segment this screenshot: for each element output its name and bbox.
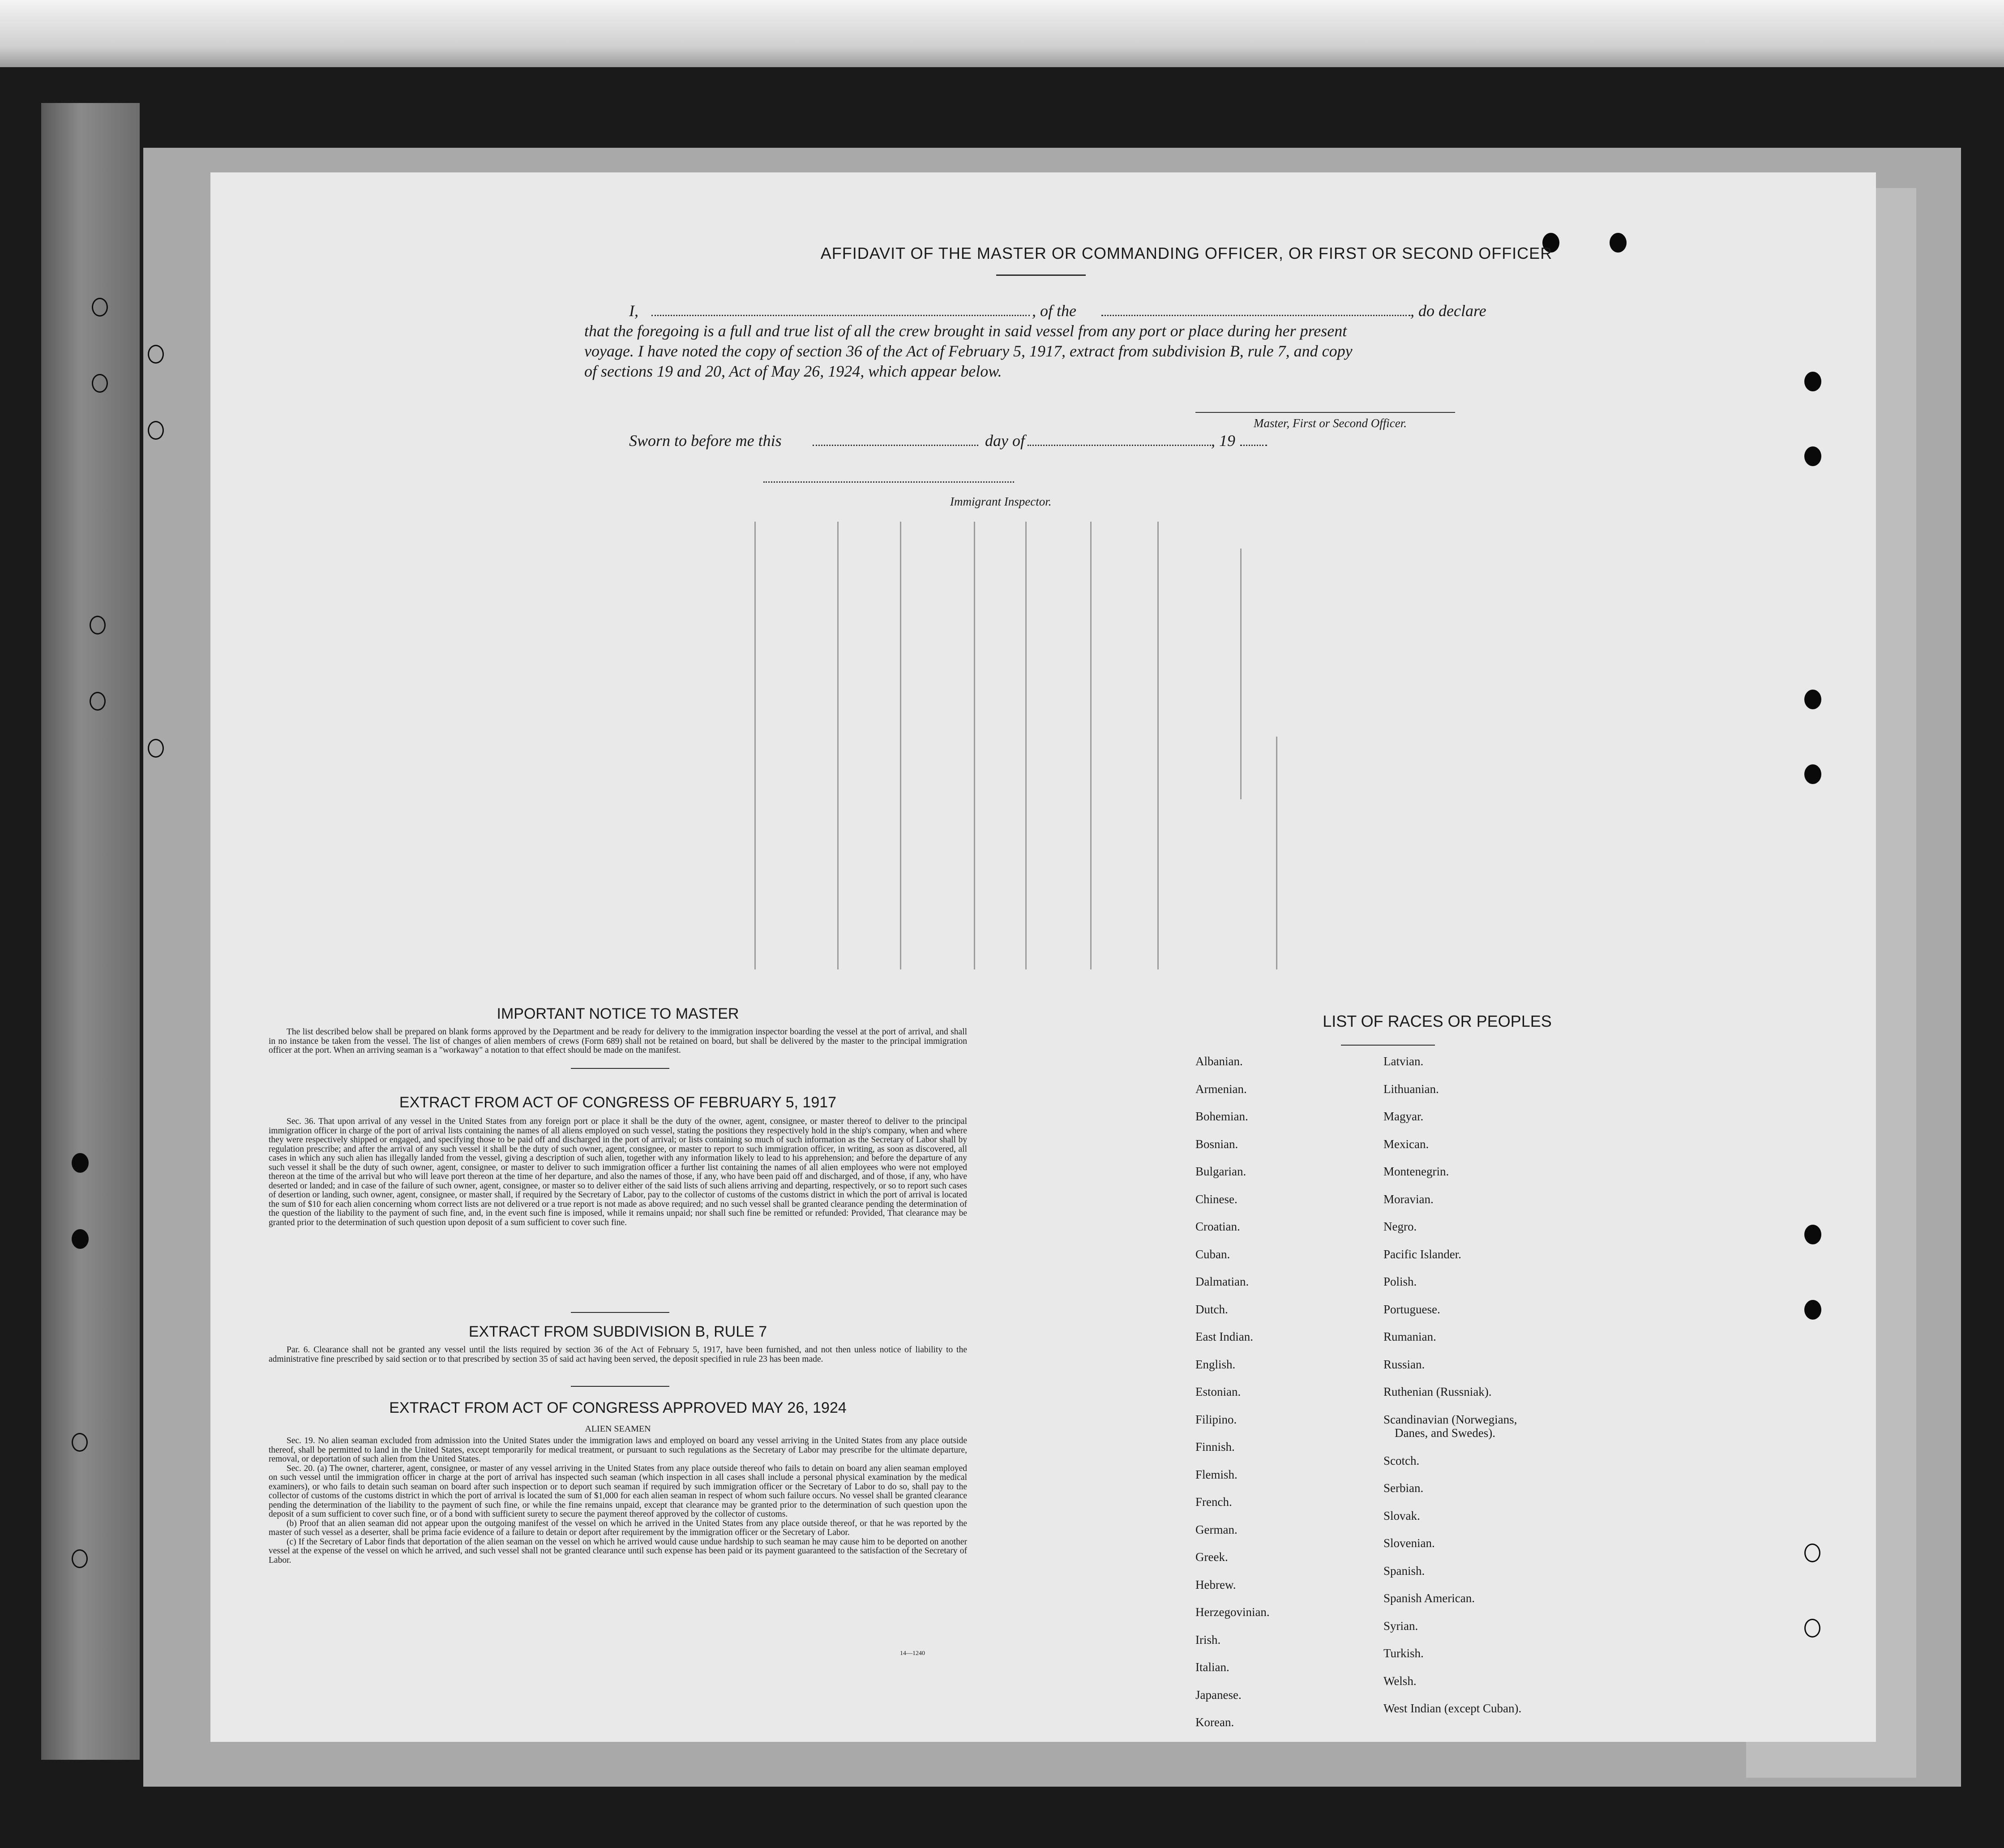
race-item: Greek. bbox=[1195, 1550, 1228, 1564]
race-item: Montenegrin. bbox=[1383, 1165, 1449, 1178]
inspector-label: Immigrant Inspector. bbox=[950, 495, 1052, 508]
extract-1924-title: EXTRACT FROM ACT OF CONGRESS APPROVED MAY 26, 1924 bbox=[389, 1399, 847, 1416]
punch-hole bbox=[1804, 690, 1821, 709]
punch-hole bbox=[1804, 1300, 1821, 1320]
sec-20c-paragraph: (c) If the Secretary of Labor finds that deportation of the alien seaman on the vessel on which he arrived would cause undue hardship to such seaman he may cause him to be deported on another vessel at the expense of the vessel on which he arrived, and such vessel shall not be granted clearance until such expense has been paid or its payment guaranteed to the satisfaction of the Secretary of Labor. bbox=[269, 1537, 967, 1565]
race-item: Pacific Islander. bbox=[1383, 1247, 1461, 1261]
race-item: Latvian. bbox=[1383, 1055, 1424, 1068]
notice-paragraph: The list described below shall be prepared on blank forms approved by the Department and be ready for delivery to the immigration inspector boarding the vessel at the port of arrival, and shall in no instance be taken from the vessel. The list of changes of alien members of crews (Form 689) shall not be retained on board, but shall be delivered by the master to the principal immigration officer at the port. When an arriving seaman is a "workaway" a notation to that effect should be made on the manifest. bbox=[269, 1027, 967, 1055]
ghost-column-line bbox=[900, 522, 901, 969]
race-item: French. bbox=[1195, 1495, 1232, 1509]
sec-20a-paragraph: Sec. 20. (a) The owner, charterer, agent, consignee, or master of any vessel arriving in the United States from any place outside thereof who fails to detain on board any alien seaman employed on such vessel until the immigration officer in charge at the port of arrival has inspected such seaman (which inspection in all cases shall include a personal physical examination by the medical examiners), or who fails to detain such seaman on board after such inspection or to deport such seaman if required by such immigration officer or the Secretary of Labor to do so, shall pay to the collector of customs of the customs district in which the port of arrival is located the sum of $1,000 for each alien seaman in respect of whom such failure occurs. No vessel shall be granted clearance pending the determination of the liability to the payment of such fine, or while the fine remains unpaid, except that clearance may be granted prior to the determination of such question upon the deposit of a sum sufficient to cover such fine, or of a bond with sufficient surety to secure the payment thereof approved by the collector of customs. bbox=[269, 1463, 967, 1519]
ghost-column-line bbox=[1090, 522, 1092, 969]
race-item: Portuguese. bbox=[1383, 1302, 1440, 1316]
race-item: Chinese. bbox=[1195, 1192, 1238, 1206]
race-item: Hebrew. bbox=[1195, 1578, 1236, 1591]
race-item: Korean. bbox=[1195, 1715, 1234, 1729]
master-signature-line[interactable] bbox=[1195, 412, 1455, 413]
race-item: Spanish American. bbox=[1383, 1591, 1475, 1605]
ghost-column-line bbox=[1157, 522, 1159, 969]
race-item: Dutch. bbox=[1195, 1302, 1228, 1316]
binder-hole bbox=[72, 1433, 88, 1452]
races-title: LIST OF RACES OR PEOPLES bbox=[1323, 1012, 1552, 1030]
race-item: German. bbox=[1195, 1522, 1238, 1536]
binder-hole bbox=[92, 298, 108, 317]
race-item: Slovenian. bbox=[1383, 1536, 1435, 1550]
race-item: East Indian. bbox=[1195, 1330, 1253, 1343]
extract-1917-paragraph: Sec. 36. That upon arrival of any vessel in the United States from any foreign port or place it shall be the duty of the owner, agent, consignee, or master thereof to deliver to the principal immigration officer in charge of the port of arrival lists containing the names of all aliens employed on such vessel, stating the positions they respectively hold in the ship's company, when and where they were respectively shipped or engaged, and specifying those to be paid off and discharged in the port of arrival; or lists containing so much of such information as the Secretary of Labor shall by regulation prescribe; and after the arrival of any such vessel it shall be the duty of such owner, agent, consignee, or master to report to such immigration officer, in writing, as soon as discovered, all cases in which any such alien has illegally landed from the vessel, giving a description of such alien, together with any information likely to lead to his apprehension; and before the departure of any such vessel it shall be the duty of such owner, agent, consignee, or master to deliver to such immigration officer a further list containing the names of all alien employees who were not employed thereon at the time of the arrival but who will leave port thereon at the time of her departure, and also the names of those, if any, who have been paid off and discharged, and of those, if any, who have deserted or landed; and in case of the failure of such owner, agent, consignee, or master so to deliver either of the said lists of such aliens arriving and departing, respectively, or so to report such cases of desertion or landing, such owner, agent, consignee, or master shall, if required by the Secretary of Labor, pay to the collector of customs of the customs district in which the port of arrival is located the sum of $10 for each alien concerning whom correct lists are not delivered or a true report is not made as above required; and no such vessel shall be granted clearance pending the determination of the question of the liability to the payment of such fine, and, in the event such fine is imposed, while it remains unpaid; nor shall such fine be remitted or refunded: Provided, That clearance may be granted prior to the determination of such question upon deposit of a sum sufficient to cover such fine. bbox=[269, 1117, 967, 1227]
affidavit-of-the: , of the bbox=[1032, 302, 1076, 320]
affidavit-line-4: of sections 19 and 20, Act of May 26, 1924, which appear below. bbox=[584, 362, 1002, 380]
race-item: Bohemian. bbox=[1195, 1110, 1248, 1123]
binder-hole bbox=[72, 1153, 89, 1173]
race-item: Cuban. bbox=[1195, 1247, 1230, 1261]
race-item: Bosnian. bbox=[1195, 1137, 1238, 1151]
race-item: Albanian. bbox=[1195, 1055, 1243, 1068]
race-item: Croatian. bbox=[1195, 1220, 1240, 1233]
form-number: 14—1240 bbox=[900, 1650, 925, 1657]
race-item: Lithuanian. bbox=[1383, 1082, 1439, 1096]
ghost-column-line bbox=[1240, 549, 1242, 799]
ghost-column-line bbox=[1025, 522, 1027, 969]
race-item: Syrian. bbox=[1383, 1619, 1418, 1633]
sworn-day-field[interactable] bbox=[813, 445, 978, 446]
race-item: Herzegovinian. bbox=[1195, 1605, 1270, 1619]
punch-hole bbox=[1804, 372, 1821, 391]
affidavit-line-3: voyage. I have noted the copy of section 36 of the Act of February 5, 1917, extract from subdivision B, rule 7, and copy bbox=[584, 342, 1353, 360]
race-item: Turkish. bbox=[1383, 1646, 1424, 1660]
punch-hole bbox=[1804, 1544, 1820, 1562]
section-rule bbox=[571, 1312, 669, 1313]
race-item: Filipino. bbox=[1195, 1412, 1237, 1426]
title-rule bbox=[996, 274, 1086, 276]
affidavit-i: I, bbox=[629, 302, 638, 320]
notice-text bbox=[269, 1028, 967, 1055]
extract-1924-text bbox=[269, 1436, 967, 1565]
extract-rule7-title: EXTRACT FROM SUBDIVISION B, RULE 7 bbox=[468, 1323, 767, 1340]
binder-hole bbox=[148, 345, 164, 364]
race-item: Dalmatian. bbox=[1195, 1275, 1249, 1288]
punch-hole bbox=[1804, 1225, 1821, 1244]
sec-19-paragraph: Sec. 19. No alien seaman excluded from admission into the United States under the immigration laws and employed on board any vessel arriving in the United States from any place outside thereof, shall be permitted to land in the United States, except temporarily for medical treatment, or pursuant to such regulations as the Secretary of Labor may prescribe for the ultimate departure, removal, or deportation of such alien from the United States. bbox=[269, 1436, 967, 1464]
binder-hole bbox=[90, 616, 106, 635]
sworn-prefix: Sworn to before me this bbox=[629, 432, 782, 450]
race-item: Bulgarian. bbox=[1195, 1165, 1246, 1178]
binder-strip bbox=[41, 103, 140, 1760]
affidavit-line-2: that the foregoing is a full and true list of all the crew brought in said vessel from any port or place during her present bbox=[584, 322, 1347, 340]
race-item: Flemish. bbox=[1195, 1467, 1238, 1481]
inspector-signature-line[interactable] bbox=[763, 481, 1014, 483]
races-left-column bbox=[1195, 1055, 1270, 1743]
extract-1917-title: EXTRACT FROM ACT OF CONGRESS OF FEBRUARY 5, 1917 bbox=[399, 1094, 837, 1111]
race-item: West Indian (except Cuban). bbox=[1383, 1702, 1522, 1715]
race-item: Armenian. bbox=[1195, 1082, 1247, 1096]
extract-1924-subtitle: ALIEN SEAMEN bbox=[585, 1424, 651, 1434]
affidavit-declare: , do declare bbox=[1410, 302, 1486, 320]
ghost-column-line bbox=[974, 522, 975, 969]
punch-hole bbox=[1804, 1619, 1820, 1638]
race-item: Russian. bbox=[1383, 1357, 1425, 1371]
extract-rule7-paragraph: Par. 6. Clearance shall not be granted any vessel until the lists required by section 36 of the Act of February 5, 1917, have been furnished, and not then unless notice of liability to the administrative fine prescribed by said section or to that prescribed by section 35 of said act having been served, the deposit specified in rule 23 has been made. bbox=[269, 1345, 967, 1364]
race-item: Slovak. bbox=[1383, 1509, 1420, 1522]
affidavit-title: AFFIDAVIT OF THE MASTER OR COMMANDING OFFICER, OR FIRST OR SECOND OFFICER bbox=[820, 244, 1553, 262]
binder-hole bbox=[148, 421, 164, 440]
race-item: Negro. bbox=[1383, 1220, 1417, 1233]
binder-hole bbox=[72, 1229, 89, 1249]
punch-hole bbox=[1804, 446, 1821, 466]
binder-hole bbox=[92, 374, 108, 393]
race-item: Finnish. bbox=[1195, 1440, 1235, 1454]
extract-rule7-text bbox=[269, 1346, 967, 1364]
section-rule bbox=[571, 1386, 669, 1387]
binder-hole bbox=[90, 692, 106, 711]
sworn-day-of: day of bbox=[985, 432, 1025, 450]
master-signature-label: Master, First or Second Officer. bbox=[1254, 416, 1407, 430]
race-item: Serbian. bbox=[1383, 1481, 1424, 1495]
sworn-year: , 19 bbox=[1211, 432, 1235, 450]
race-item: Danes, and Swedes). bbox=[1395, 1426, 1495, 1440]
binder-hole bbox=[72, 1549, 88, 1568]
sworn-month-field[interactable] bbox=[1028, 445, 1211, 446]
ghost-column-line bbox=[837, 522, 839, 969]
punch-hole bbox=[1804, 764, 1821, 784]
master-name-field[interactable] bbox=[651, 315, 1030, 316]
race-item: Rumanian. bbox=[1383, 1330, 1436, 1343]
race-item: Mexican. bbox=[1383, 1137, 1429, 1151]
race-item: Welsh. bbox=[1383, 1674, 1417, 1688]
race-item: Italian. bbox=[1195, 1660, 1229, 1674]
scanner-top-band bbox=[0, 0, 2004, 67]
sec-20b-paragraph: (b) Proof that an alien seaman did not appear upon the outgoing manifest of the vessel on which he arrived in the United States from any place outside thereof, or that he was reported by the master of such vessel as a deserter, shall be prima facie evidence of a failure to detain or deport after requirement by the immigration officer or the Secretary of Labor. bbox=[269, 1518, 967, 1537]
vessel-name-field[interactable] bbox=[1101, 315, 1410, 316]
ghost-column-line bbox=[754, 522, 756, 969]
race-item: Scotch. bbox=[1383, 1454, 1420, 1467]
race-item: Estonian. bbox=[1195, 1385, 1241, 1398]
race-item: Irish. bbox=[1195, 1633, 1221, 1646]
manifest-page bbox=[210, 172, 1876, 1742]
race-item: Spanish. bbox=[1383, 1564, 1425, 1578]
race-item: English. bbox=[1195, 1357, 1236, 1371]
binder-hole bbox=[148, 739, 164, 758]
race-item: Moravian. bbox=[1383, 1192, 1434, 1206]
race-item: Japanese. bbox=[1195, 1688, 1242, 1702]
races-title-rule bbox=[1341, 1045, 1435, 1046]
sworn-year-field[interactable] bbox=[1240, 445, 1267, 446]
race-item: Polish. bbox=[1383, 1275, 1417, 1288]
section-rule bbox=[571, 1068, 669, 1069]
extract-1917-text bbox=[269, 1117, 967, 1227]
race-item: Magyar. bbox=[1383, 1110, 1424, 1123]
notice-title: IMPORTANT NOTICE TO MASTER bbox=[497, 1005, 739, 1022]
ghost-column-line bbox=[1276, 737, 1277, 969]
race-item: Ruthenian (Russniak). bbox=[1383, 1385, 1492, 1398]
races-right-column bbox=[1383, 1055, 1521, 1729]
race-item: Scandinavian (Norwegians, bbox=[1383, 1412, 1517, 1426]
